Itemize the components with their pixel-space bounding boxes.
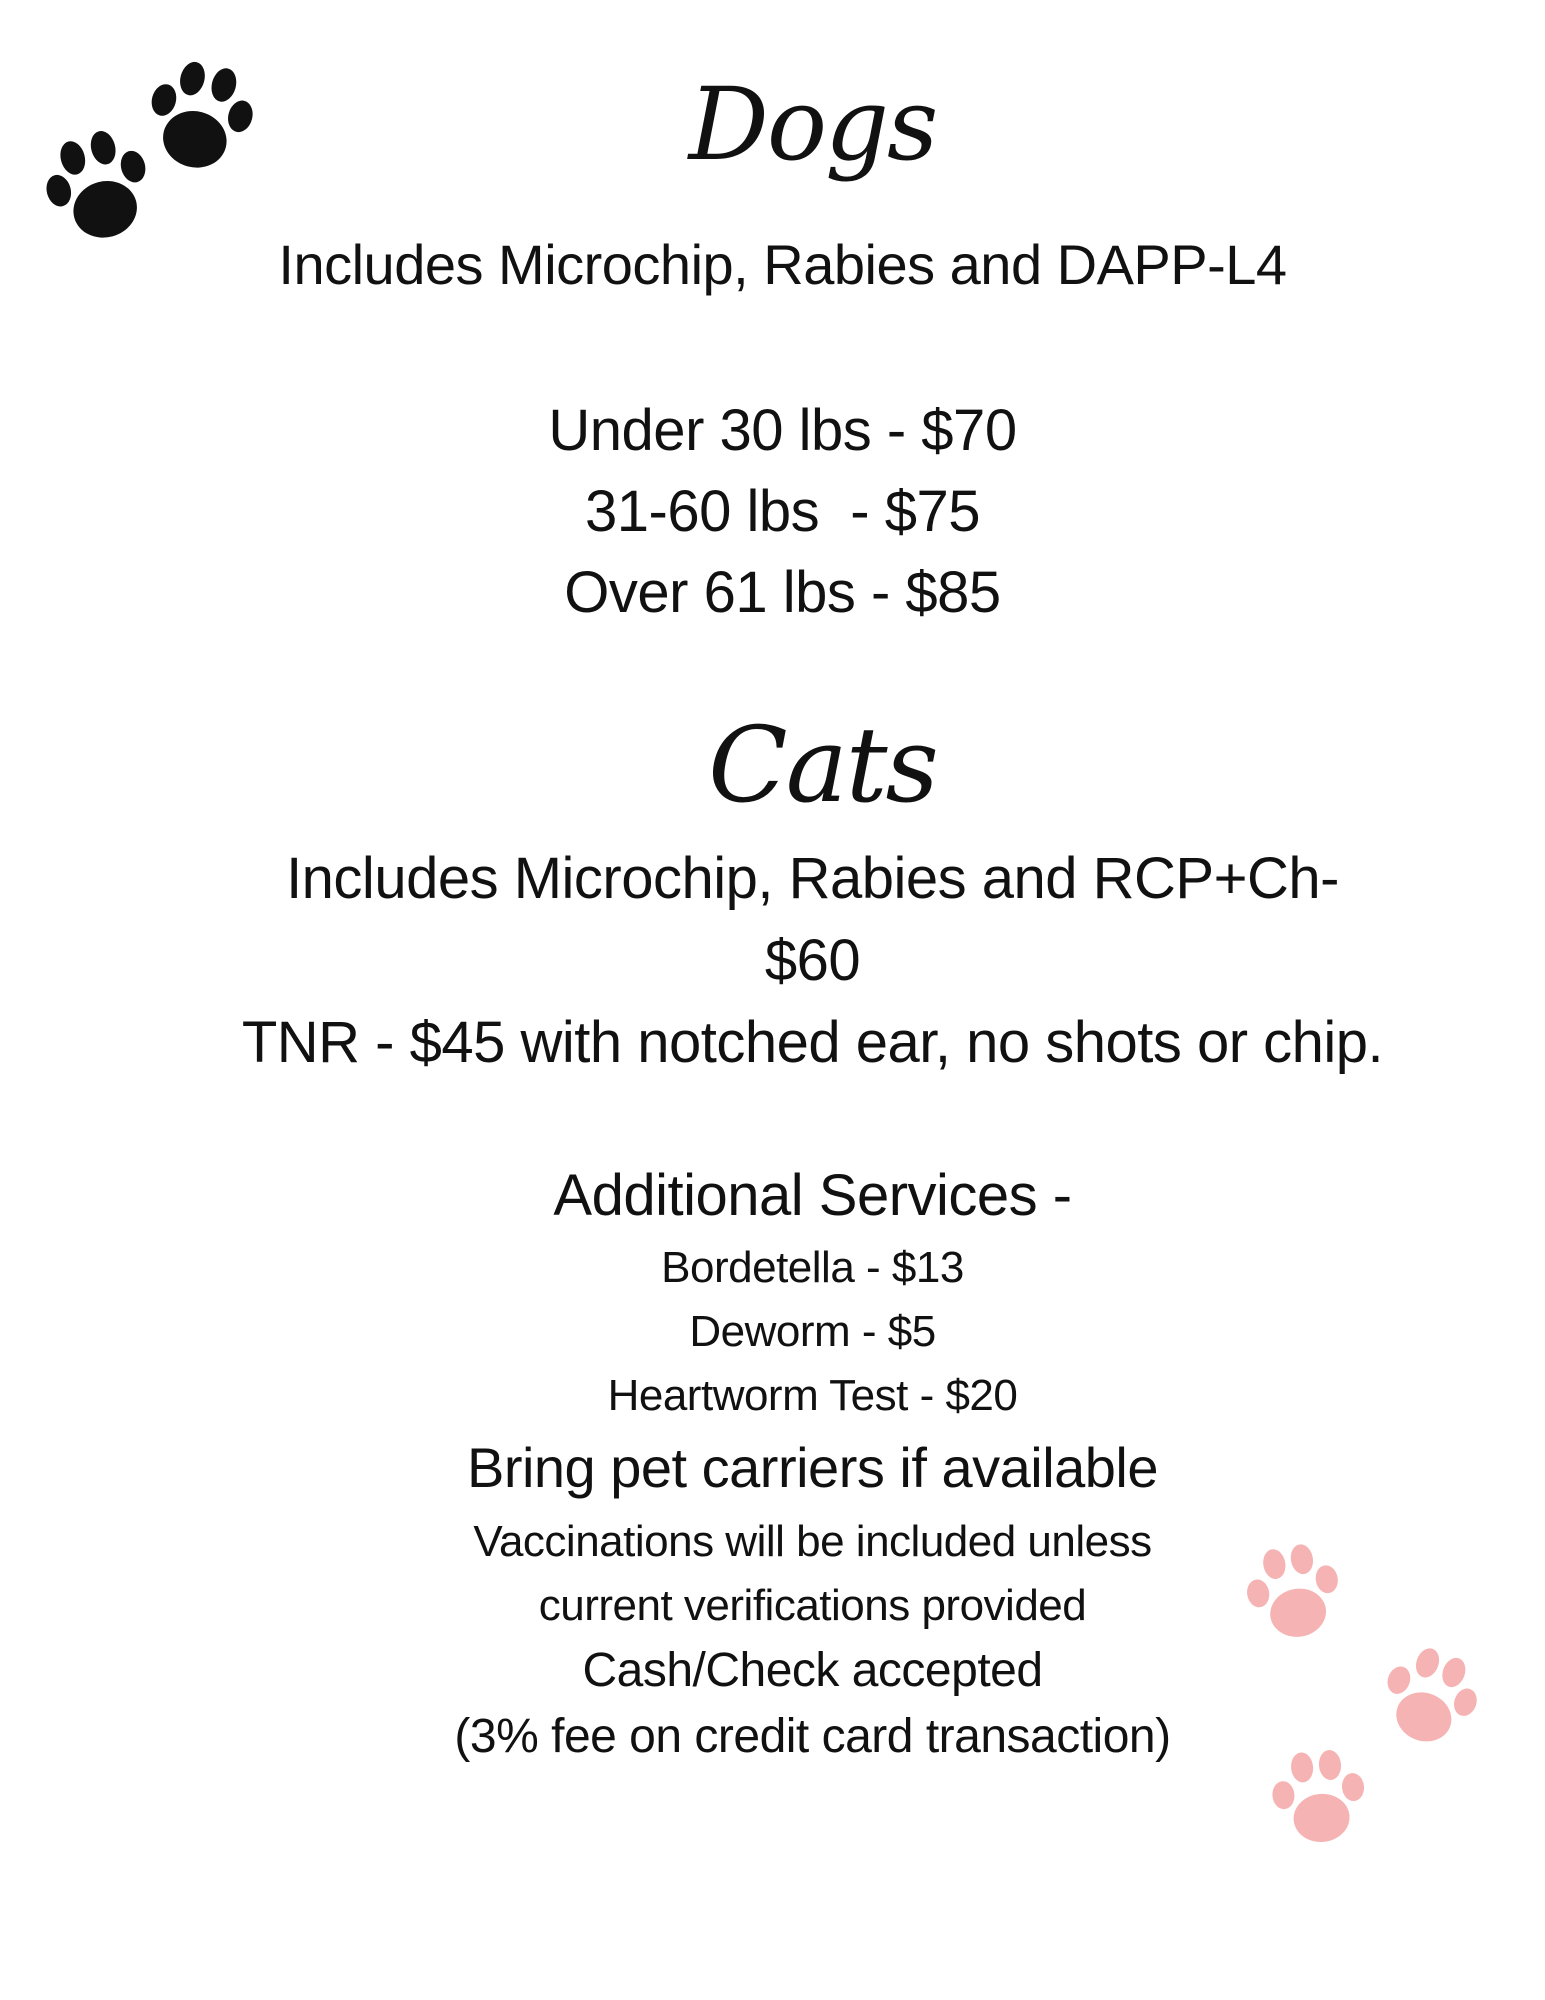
additional-deworm: Deworm - $5 xyxy=(689,1307,936,1356)
additional-bordetella: Bordetella - $13 xyxy=(661,1243,964,1292)
cats-includes: Includes Microchip, Rabies and RCP+Ch- xyxy=(286,846,1339,911)
dogs-price-31-60: 31-60 lbs - $75 xyxy=(584,479,981,544)
dogs-includes: Includes Microchip, Rabies and DAPP-L4 xyxy=(278,233,1287,296)
cats-heading: Cats xyxy=(708,704,937,826)
notes-vaccinations-1: Vaccinations will be included unless xyxy=(473,1517,1152,1566)
notes-payment: Cash/Check accepted xyxy=(582,1644,1043,1697)
notes-carriers: Bring pet carriers if available xyxy=(466,1436,1159,1499)
additional-services-heading: Additional Services - xyxy=(553,1163,1072,1228)
notes-fee: (3% fee on credit card transaction) xyxy=(454,1710,1171,1763)
cats-price: $60 xyxy=(764,928,861,993)
dogs-heading: Dogs xyxy=(688,66,937,183)
cats-tnr: TNR - $45 with notched ear, no shots or chip. xyxy=(241,1010,1384,1075)
dogs-price-under-30: Under 30 lbs - $70 xyxy=(548,398,1017,463)
notes-vaccinations-2: current verifications provided xyxy=(538,1581,1087,1630)
additional-heartworm: Heartworm Test - $20 xyxy=(607,1371,1018,1420)
dogs-price-over-61: Over 61 lbs - $85 xyxy=(564,560,1001,625)
